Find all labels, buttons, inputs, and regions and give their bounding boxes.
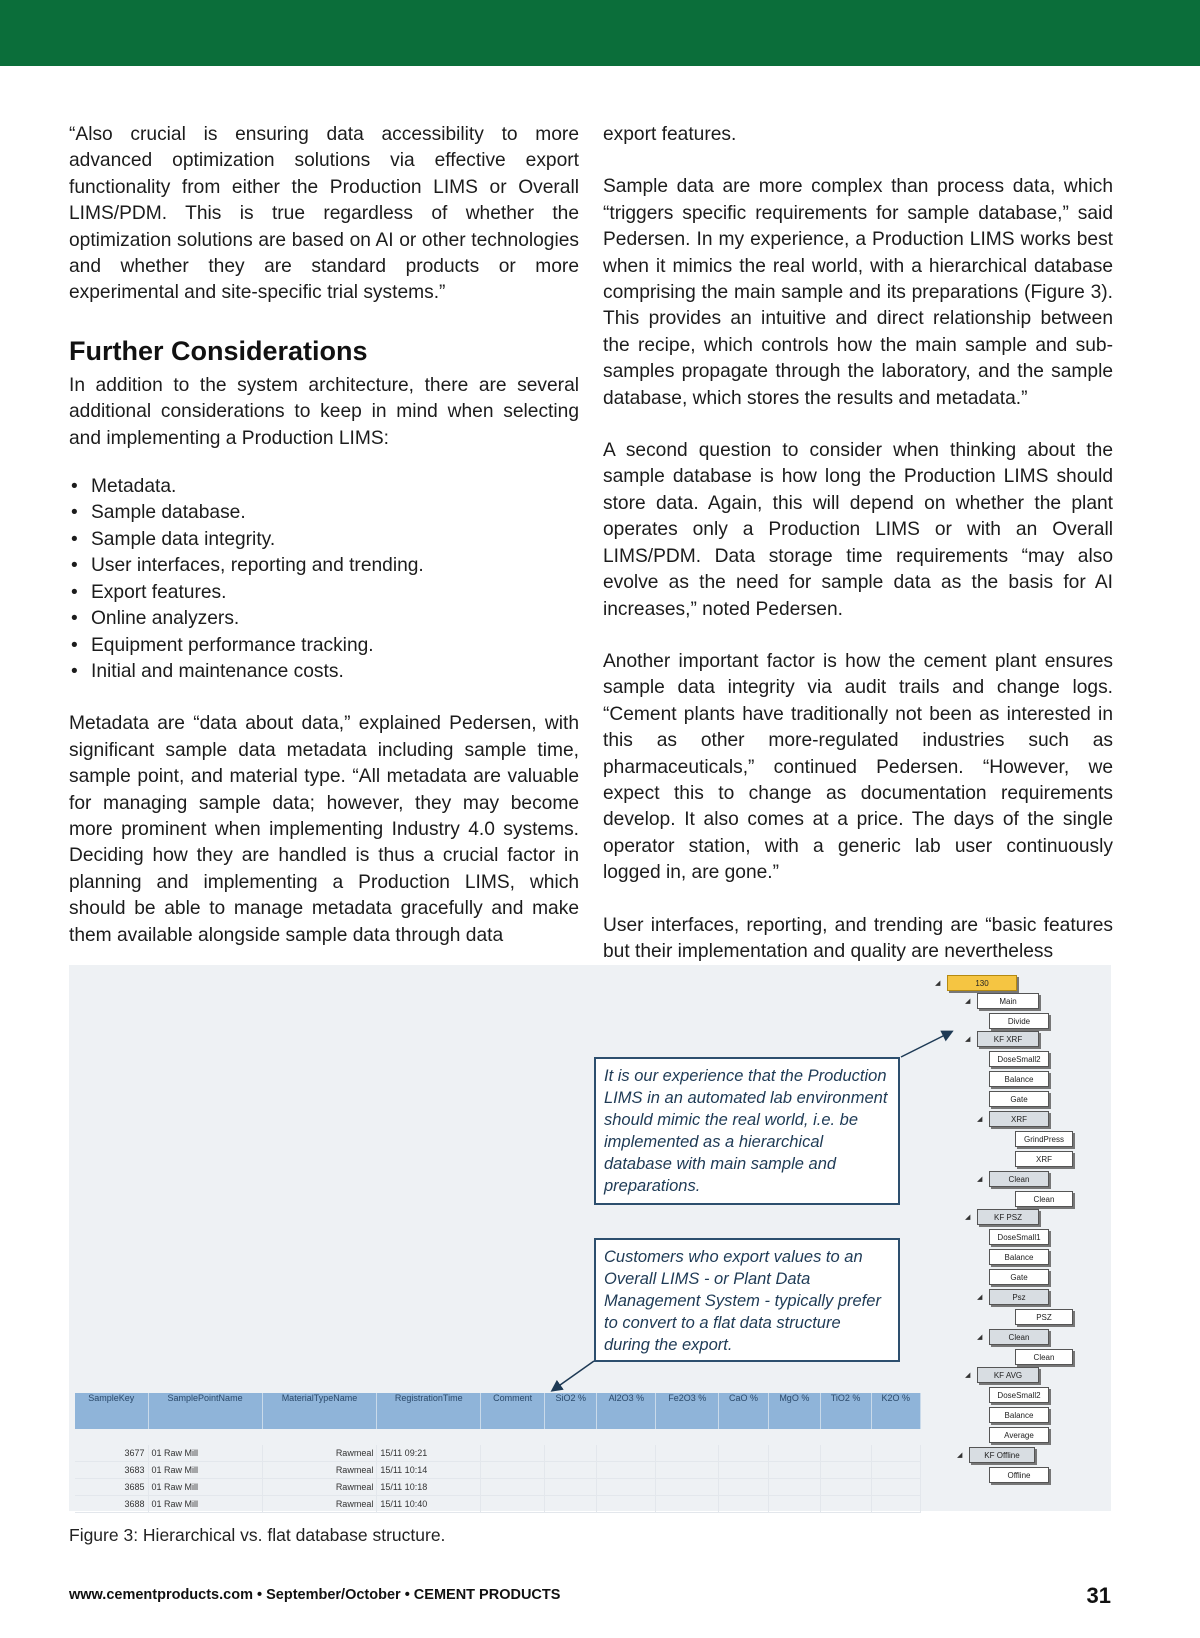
column-header: SamplePointName <box>148 1393 262 1429</box>
table-cell: Rawmeal <box>262 1445 377 1462</box>
tree-node: Clean <box>989 1171 1049 1187</box>
table-row <box>75 1462 921 1479</box>
column-header: Al2O3 % <box>597 1393 656 1429</box>
table-cell: 01 Raw Mill <box>148 1462 262 1479</box>
metadata-paragraph: Metadata are “data about data,” explained Pedersen, with significant sample data metadata including sample time, sample point, and material type. “All metadata are valuable for managing sample data; however, they may become more prominent when implementing Industry 4.0 systems. Deciding how they are handled is thus a crucial factor in planning and implementing a Production LIMS, which should be able to manage metadata gracefully and make them available alongside sample data through data <box>69 713 579 946</box>
header-band <box>0 0 1200 66</box>
paragraph: export features. <box>603 124 737 145</box>
tree-node: 130 <box>947 975 1017 991</box>
table-cell: 15/11 09:21 <box>377 1445 481 1462</box>
table-cell: 01 Raw Mill <box>148 1445 262 1462</box>
callout-hierarchical: It is our experience that the Production LIMS in an automated lab environment should mimic the real world, i.e. be implemented as a hierarchical database with main sample and preparations. <box>594 1057 900 1205</box>
tree-node: Main <box>977 993 1039 1009</box>
column-header: RegistrationTime <box>377 1393 481 1429</box>
table-cell: Rawmeal <box>262 1496 377 1513</box>
lead-paragraph: In addition to the system architecture, there are several additional considerations to keep in mind when selecting and implementing a Production LIMS: <box>69 374 579 449</box>
tree-node: Average <box>989 1427 1049 1443</box>
tree-node: DoseSmall1 <box>989 1229 1049 1245</box>
arrow-to-tree <box>901 1032 951 1057</box>
left-column <box>69 122 579 975</box>
tree-node: DoseSmall2 <box>989 1387 1049 1403</box>
tree-node: Balance <box>989 1249 1049 1265</box>
tree-node: KF XRF <box>977 1031 1039 1047</box>
column-header: Comment <box>481 1393 545 1429</box>
tree-node: DoseSmall2 <box>989 1051 1049 1067</box>
column-header: SiO2 % <box>545 1393 597 1429</box>
tree-node: Clean <box>1015 1349 1073 1365</box>
list-item: • Equipment performance tracking. <box>69 633 579 659</box>
paragraph: Sample data are more complex than process data, which “triggers specific requirements for sample database,” said Pedersen. In my experience, a Production LIMS works best when it mimics the real world, with a hierarchical database comprising the main sample and its preparations (Figure 3). This provides an intuitive and direct relationship between the recipe, which controls how the main sample and sub-samples propagate through the laboratory, and the sample database, which stores the results and metadata.” <box>603 176 1113 409</box>
tree-node: XRF <box>1015 1151 1073 1167</box>
list-item: • User interfaces, reporting and trending. <box>69 553 579 579</box>
paragraph: User interfaces, reporting, and trending are “basic features but their implementation and quality are nevertheless <box>603 914 1113 962</box>
section-heading: Further Considerations <box>69 335 368 366</box>
expand-triangle-icon: ◢ <box>965 998 971 1005</box>
list-item: • Export features. <box>69 580 579 606</box>
tree-node: Gate <box>989 1091 1049 1107</box>
table-cell: Rawmeal <box>262 1462 377 1479</box>
tree-node: KF Offline <box>969 1447 1035 1463</box>
table-header-row <box>75 1393 921 1429</box>
tree-node: Divide <box>989 1013 1049 1029</box>
table-cell: 15/11 10:40 <box>377 1496 481 1513</box>
column-header: SampleKey <box>75 1393 148 1429</box>
considerations-list <box>69 474 579 685</box>
expand-triangle-icon: ◢ <box>935 980 941 987</box>
tree-node: Psz <box>989 1289 1049 1305</box>
expand-triangle-icon: ◢ <box>977 1334 983 1341</box>
tree-node: Balance <box>989 1407 1049 1423</box>
footer-text: www.cementproducts.com • September/October • CEMENT PRODUCTS <box>69 1587 561 1603</box>
arrow-to-table <box>553 1361 594 1390</box>
figure-3 <box>69 965 1111 1511</box>
table-cell: 01 Raw Mill <box>148 1496 262 1513</box>
paragraph: A second question to consider when thinking about the sample database is how long the Production LIMS should store data. Again, this will depend on whether the plant operates only a Production LIMS or with an Overall LIMS/PDM. Data storage time requirements “may also evolve as the need for sample data as the basis for AI increases,” noted Pedersen. <box>603 440 1113 620</box>
table-cell: 15/11 10:14 <box>377 1462 481 1479</box>
list-item: • Online analyzers. <box>69 606 579 632</box>
tree-node: KF AVG <box>977 1367 1039 1383</box>
expand-triangle-icon: ◢ <box>957 1452 963 1459</box>
column-header: TiO2 % <box>820 1393 871 1429</box>
table-cell: 15/11 10:18 <box>377 1479 481 1496</box>
expand-triangle-icon: ◢ <box>977 1294 983 1301</box>
list-item: • Sample database. <box>69 500 579 526</box>
list-item: • Sample data integrity. <box>69 527 579 553</box>
tree-node: Clean <box>989 1329 1049 1345</box>
tree-node: Gate <box>989 1269 1049 1285</box>
figure-caption: Figure 3: Hierarchical vs. flat database structure. <box>69 1525 446 1545</box>
right-column <box>603 122 1113 991</box>
callout-flat: Customers who export values to an Overall LIMS - or Plant Data Management System - typically prefer to convert to a flat data structure during the export. <box>594 1238 900 1362</box>
tree-node: Balance <box>989 1071 1049 1087</box>
table-row <box>75 1445 921 1462</box>
column-header: Fe2O3 % <box>656 1393 719 1429</box>
expand-triangle-icon: ◢ <box>977 1116 983 1123</box>
tree-node: Clean <box>1015 1191 1073 1207</box>
column-header: CaO % <box>719 1393 769 1429</box>
list-item: • Metadata. <box>69 474 579 500</box>
expand-triangle-icon: ◢ <box>977 1176 983 1183</box>
table-cell: 3677 <box>75 1445 148 1462</box>
table-cell: Rawmeal <box>262 1479 377 1496</box>
table-cell: 3688 <box>75 1496 148 1513</box>
column-header: K2O % <box>871 1393 920 1429</box>
tree-node: GrindPress <box>1015 1131 1073 1147</box>
tree-node: Offline <box>989 1467 1049 1483</box>
table-row <box>75 1496 921 1513</box>
expand-triangle-icon: ◢ <box>965 1036 971 1043</box>
column-header: MgO % <box>769 1393 820 1429</box>
table-cell: 3683 <box>75 1462 148 1479</box>
expand-triangle-icon: ◢ <box>965 1372 971 1379</box>
table-row <box>75 1479 921 1496</box>
column-header: MaterialTypeName <box>262 1393 377 1429</box>
paragraph: Another important factor is how the cement plant ensures sample data integrity via audit trails and change logs. “Cement plants have traditionally not been as interested in this as other more-regulated industries such as pharmaceuticals,” continued Pedersen. “However, we expect this to change as documentation requirements develop. It also comes at a price. The days of the single operator station, with a generic lab user continuously logged in, are gone.” <box>603 650 1113 884</box>
table-cell: 01 Raw Mill <box>148 1479 262 1496</box>
table-cell: 3685 <box>75 1479 148 1496</box>
intro-quote: “Also crucial is ensuring data accessibility to more advanced optimization solutions via effective export functionality from either the Production LIMS or Overall LIMS/PDM. This is true regardless of whether the optimization solutions are based on AI or other technologies and whether they are standard products or more experimental and site-specific trial systems.” <box>69 124 579 304</box>
expand-triangle-icon: ◢ <box>965 1214 971 1221</box>
page-number: 31 <box>1086 1583 1111 1608</box>
tree-node: XRF <box>989 1111 1049 1127</box>
flat-data-table <box>75 1393 921 1513</box>
list-item: • Initial and maintenance costs. <box>69 659 579 685</box>
tree-node: PSZ <box>1015 1309 1073 1325</box>
tree-node: KF PSZ <box>977 1209 1039 1225</box>
